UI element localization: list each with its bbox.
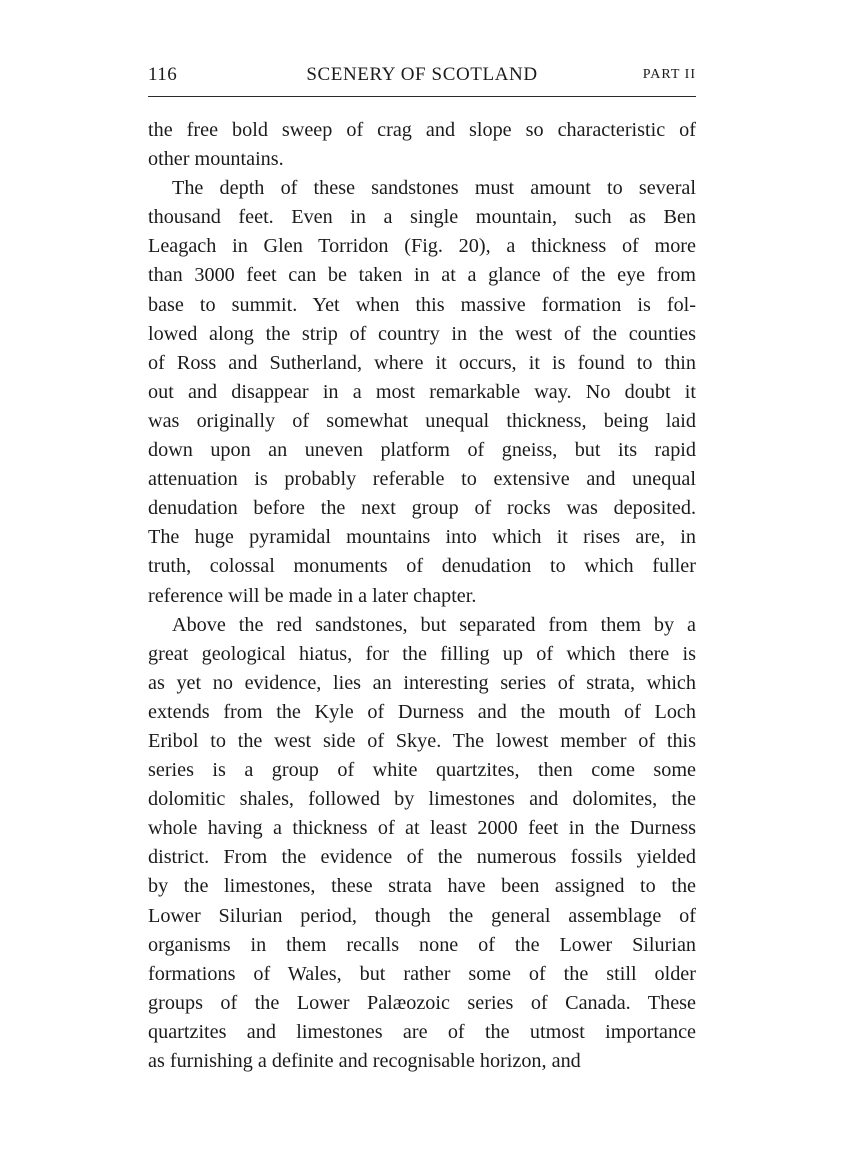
running-title: SCENERY OF SCOTLAND [306, 64, 538, 85]
text-line: by the limestones, these strata have been assigned to the [148, 875, 696, 898]
paragraph [148, 611, 696, 1077]
text-line: organisms in them recalls none of the Lower Silurian [148, 933, 696, 956]
text-line: than 3000 feet can be taken in at a glance of the eye from [148, 264, 696, 287]
text-line: The depth of these sandstones must amount to several [172, 177, 696, 200]
text-line: Lower Silurian period, though the general assemblage of [148, 904, 696, 927]
paragraph [148, 174, 696, 610]
text-line: Eribol to the west side of Skye. The lowest member of this [148, 729, 696, 752]
running-head [148, 64, 696, 88]
paragraph [148, 116, 696, 174]
text-line: lowed along the strip of country in the west of the counties [148, 322, 696, 345]
header-rule [148, 96, 696, 97]
body-text [148, 116, 696, 1076]
text-line: thousand feet. Even in a single mountain, such as Ben [148, 206, 696, 229]
text-line: Leagach in Glen Torridon (Fig. 20), a thickness of more [148, 235, 696, 258]
text-line: base to summit. Yet when this massive formation is fol- [148, 293, 696, 316]
text-line: great geological hiatus, for the filling up of which there is [148, 642, 696, 665]
text-line: denudation before the next group of rocks was deposited. [148, 497, 696, 520]
text-line: Above the red sandstones, but separated from them by a [172, 613, 696, 636]
text-line: as furnishing a definite and recognisable horizon, and [148, 1050, 581, 1072]
page-number: 116 [148, 64, 178, 85]
text-line: quartzites and limestones are of the utmost importance [148, 1020, 696, 1043]
text-line: The huge pyramidal mountains into which it rises are, in [148, 526, 696, 549]
text-line: down upon an uneven platform of gneiss, but its rapid [148, 439, 696, 462]
text-line: dolomitic shales, followed by limestones and dolomites, the [148, 788, 696, 811]
text-line: series is a group of white quartzites, then come some [148, 759, 696, 782]
text-line: extends from the Kyle of Durness and the mouth of Loch [148, 700, 696, 723]
text-line: formations of Wales, but rather some of the still older [148, 962, 696, 985]
text-line: truth, colossal monuments of denudation to which fuller [148, 555, 696, 578]
text-line: was originally of somewhat unequal thickness, being laid [148, 409, 696, 432]
text-line: attenuation is probably referable to extensive and unequal [148, 468, 696, 491]
text-line: the free bold sweep of crag and slope so characteristic of [148, 119, 696, 141]
text-line: as yet no evidence, lies an interesting series of strata, which [148, 671, 696, 694]
text-line: groups of the Lower Palæozoic series of Canada. These [148, 991, 696, 1014]
text-line: district. From the evidence of the numerous fossils yielded [148, 846, 696, 869]
text-line: out and disappear in a most remarkable way. No doubt it [148, 380, 696, 403]
text-line: whole having a thickness of at least 2000 feet in the Durness [148, 817, 696, 840]
text-line: reference will be made in a later chapter. [148, 584, 477, 607]
part-label: PART II [642, 67, 696, 82]
text-line: other mountains. [148, 148, 284, 171]
text-line: of Ross and Sutherland, where it occurs, it is found to thin [148, 351, 696, 374]
